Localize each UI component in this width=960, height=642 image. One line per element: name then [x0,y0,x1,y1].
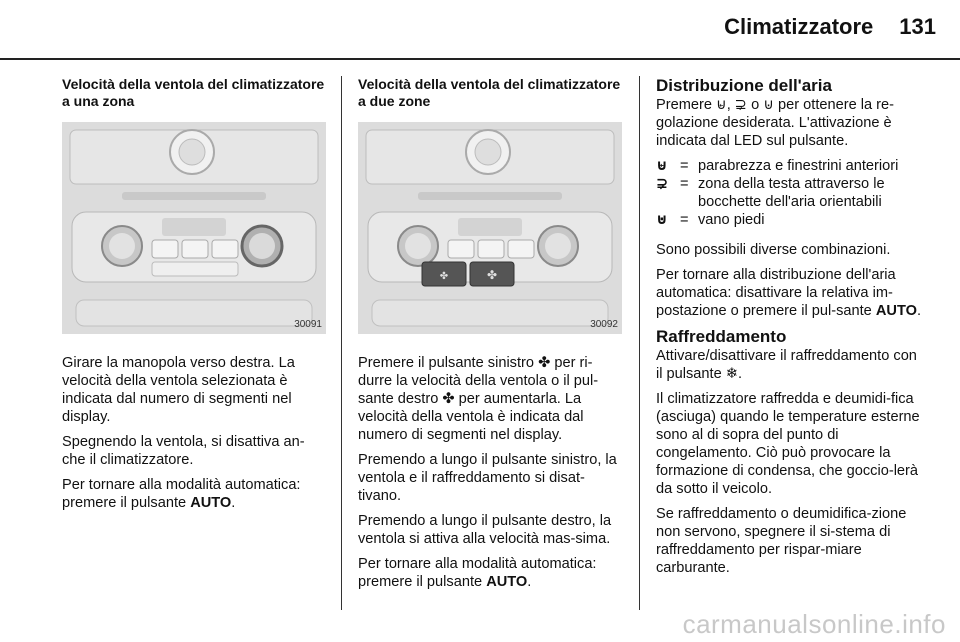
head-airflow-icon: ⊋ [656,176,669,192]
symbol-definition-list [656,157,924,229]
control-panel-illustration [358,122,622,334]
list-item: ⊍ = vano piedi [656,212,765,228]
paragraph: Per tornare alla distribuzione dell'aria automatica: disattivare la relativa im-postazione o premere il pul-sante AUTO. [656,267,922,319]
watermark: carmanualsonline.info [682,609,946,639]
section-heading: Raffreddamento [656,327,787,346]
figure-control-panel-two-zone [358,122,622,334]
page-title: Climatizzatore [724,14,874,39]
figure-control-panel-one-zone [62,122,326,334]
auto-button-label: AUTO [875,303,917,319]
figure-number: 30092 [590,319,618,330]
paragraph: Il climatizzatore raffredda e deumidi-fica (asciuga) quando le temperature esterne sono al di sopra del punto di congelamento. Ciò può provocare la formazione di condensa, che goccio-lerà da sotto il veicolo. [656,391,920,497]
section-heading: Distribuzione dell'aria [656,76,832,95]
paragraph: Premendo a lungo il pulsante destro, la ventola si attiva alla velocità mas-sima. [358,513,612,547]
column-divider [341,76,342,610]
control-panel-illustration [62,122,326,334]
paragraph: Girare la manopola verso destra. La velocità della ventola selezionata è indicata dal numero di segmenti nel display. [62,355,295,425]
section-heading: Velocità della ventola del climatizzatore a due zone [358,76,621,109]
header-rule [0,58,960,60]
paragraph: Attivare/disattivare il raffreddamento con il pulsante ❄. [656,348,917,382]
list-item: ⊌ = parabrezza e finestrini anteriori [656,158,899,174]
figure-number: 30091 [294,319,322,330]
paragraph: Sono possibili diverse combinazioni. [656,242,891,258]
auto-button-label: AUTO [190,495,232,511]
paragraph: Per tornare alla modalità automatica: premere il pulsante AUTO. [358,556,597,590]
paragraph: Premendo a lungo il pulsante sinistro, la ventola e il raffreddamento si disat-tivano. [358,452,617,504]
section-heading: Velocità della ventola del climatizzatore a una zona [62,76,325,109]
paragraph: Per tornare alla modalità automatica: premere il pulsante AUTO. [62,477,301,511]
auto-button-label: AUTO [486,574,528,590]
footwell-airflow-icon: ⊍ [656,212,668,228]
column-air-distribution [656,76,924,584]
paragraph: Premere ⊌, ⊋ o ⊍ per ottenere la re-golazione desiderata. L'attivazione è indicata dal LED sul pulsante. [656,97,894,149]
svg-text:✤: ✤ [439,271,449,282]
svg-text:✤: ✤ [486,268,498,282]
windscreen-airflow-icon: ⊌ [656,158,668,174]
paragraph: Se raffreddamento o deumidifica-zione non servono, spegnere il si-stema di raffreddamento per rispar-miare carburante. [656,506,907,576]
column-one-zone [62,76,326,519]
paragraph: Spegnendo la ventola, si disattiva an-che il climatizzatore. [62,434,305,468]
paragraph: Premere il pulsante sinistro ✤ per ri-durre la velocità della ventola o il pul-sante destro ✤ per aumentarla. La velocità della ventola è indicata dal numero di segmenti nel display. [358,355,599,443]
list-item: ⊋ = zona della testa attraverso le bocchette dell'aria orientabili [656,176,885,210]
column-two-zone [358,76,622,598]
page-header [724,14,936,40]
column-divider [639,76,640,610]
page-number: 131 [899,14,936,39]
